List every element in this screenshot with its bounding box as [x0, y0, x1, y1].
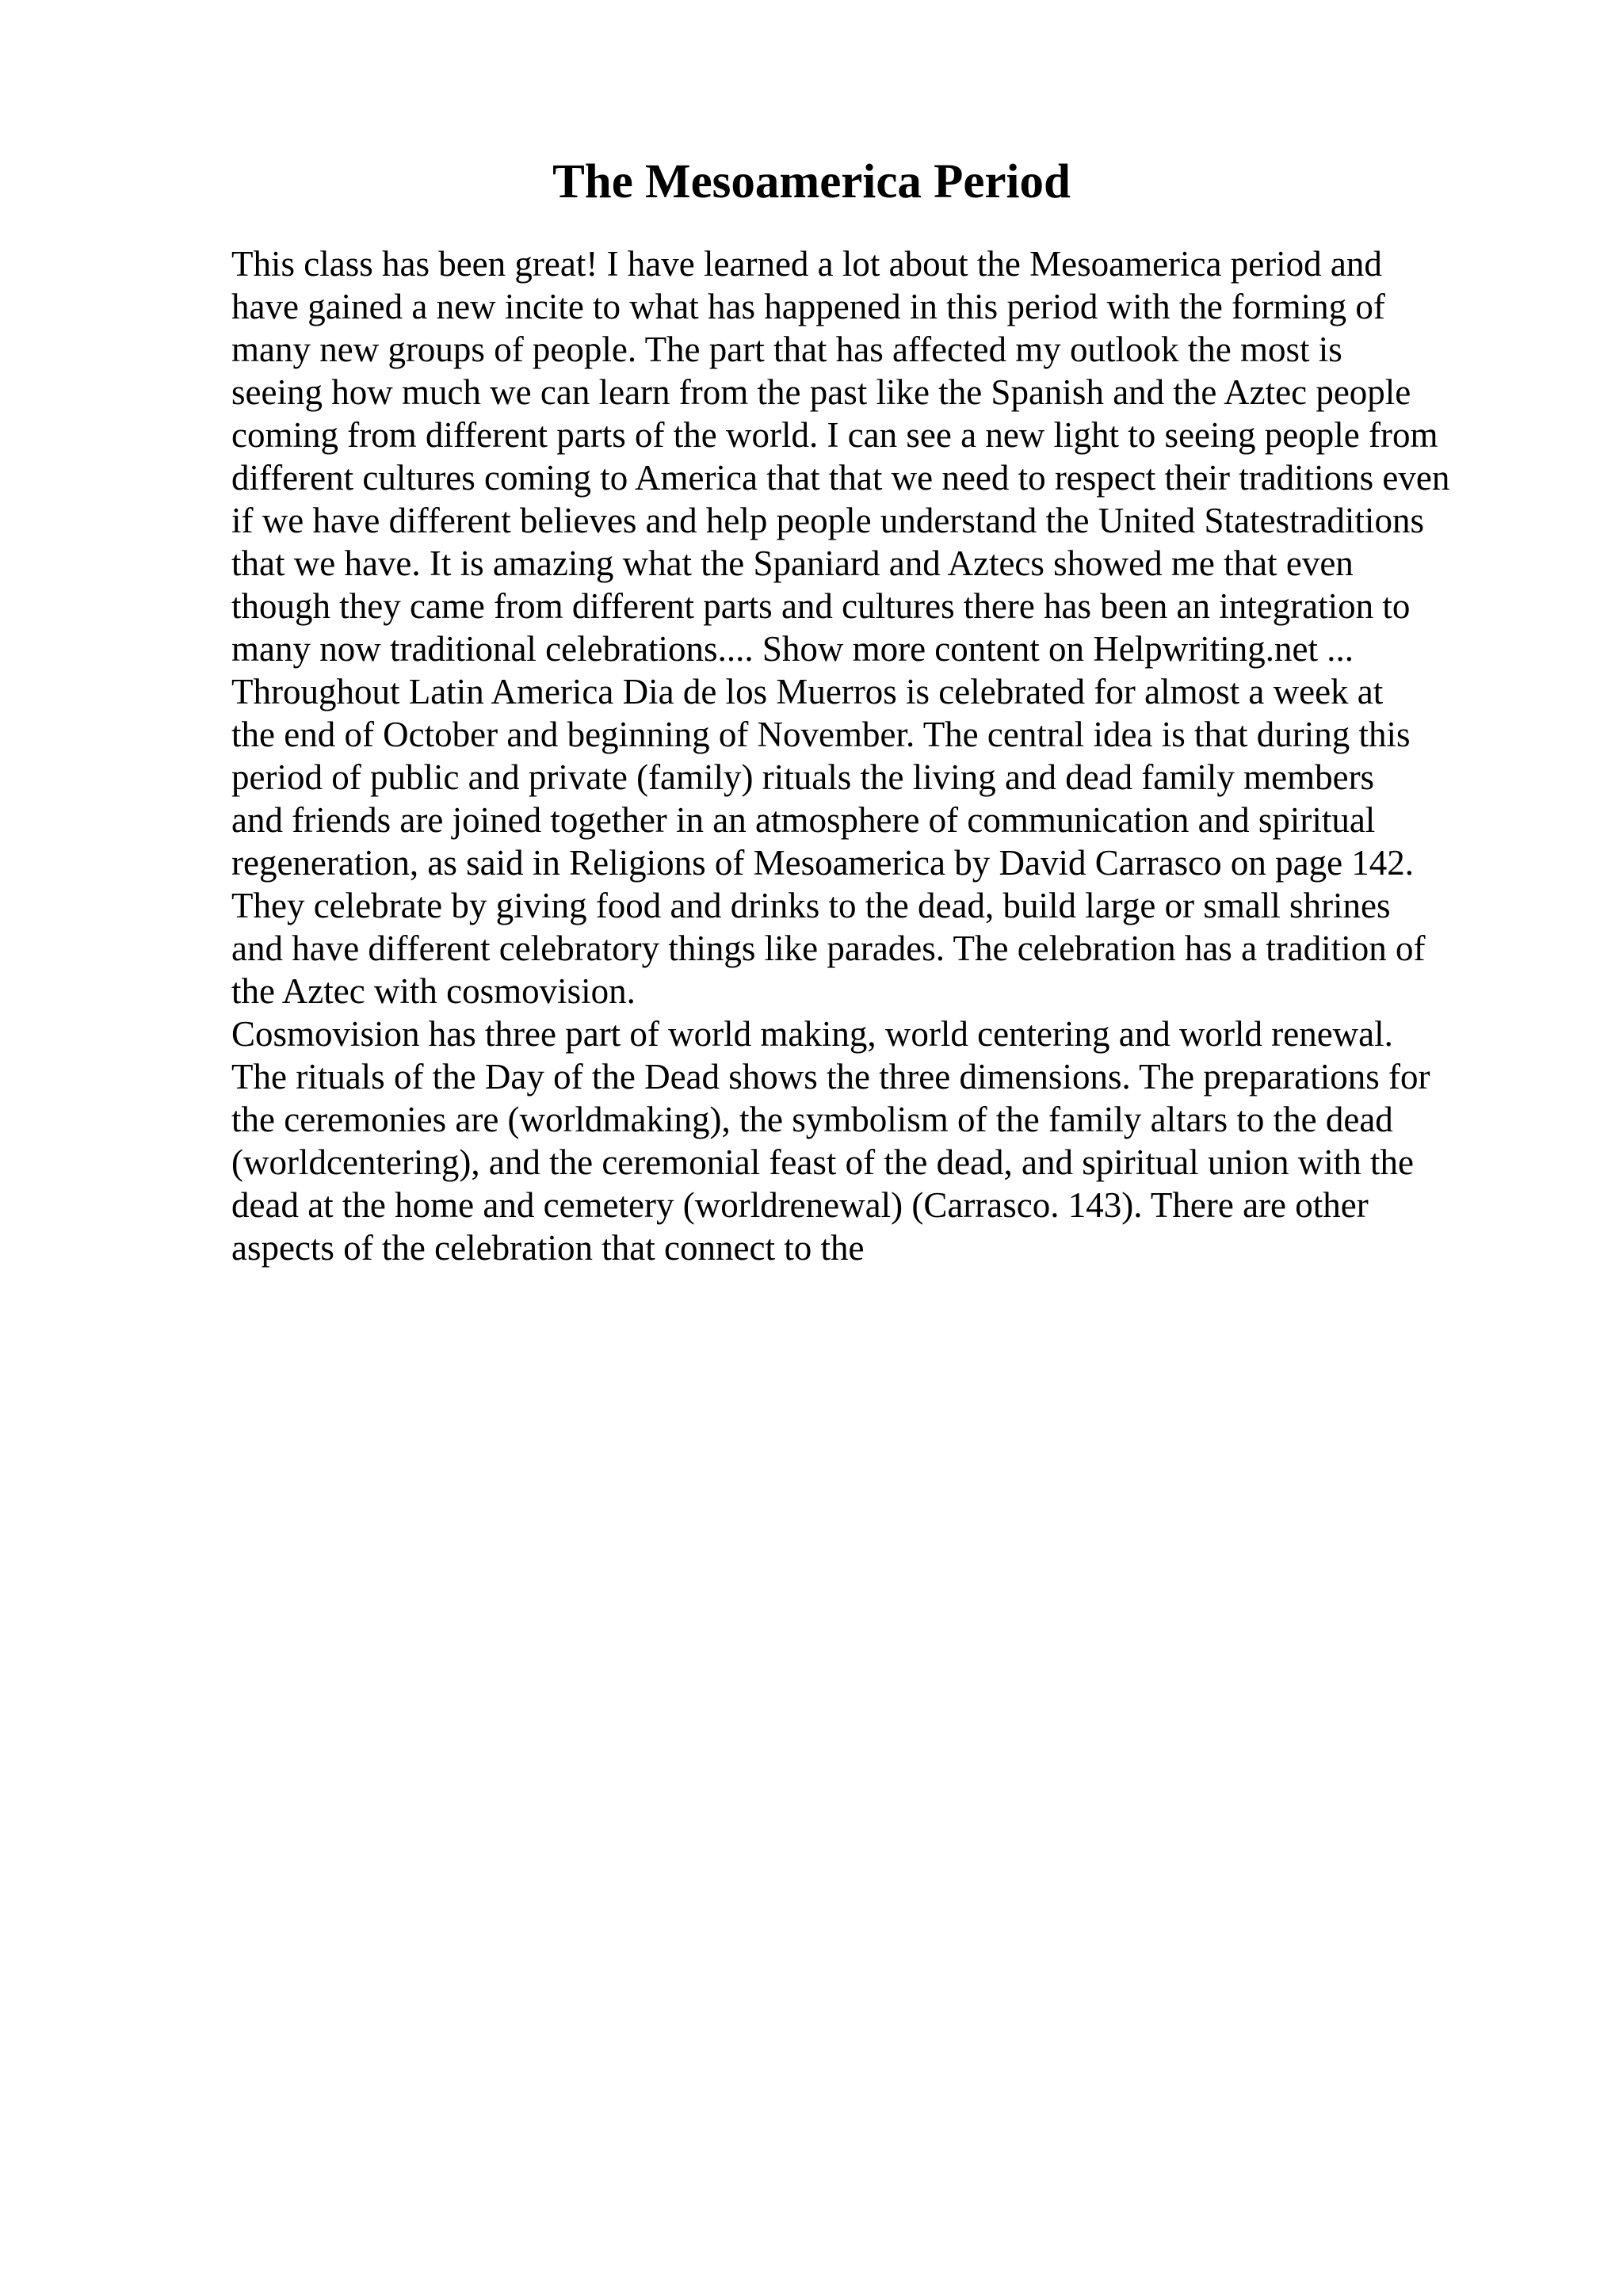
text-line: seeing how much we can learn from the past like the Spanish and the Aztec people	[231, 372, 1411, 412]
text-line: that we have. It is amazing what the Spaniard and Aztecs showed me that even	[231, 543, 1354, 583]
text-line: regeneration, as said in Religions of Mesoamerica by David Carrasco on page 142.	[231, 843, 1415, 883]
text-line: This class has been great! I have learned a lot about the Mesoamerica period and	[231, 244, 1382, 284]
text-line: the ceremonies are (worldmaking), the symbolism of the family altars to the dead	[231, 1100, 1393, 1139]
text-line: if we have different believes and help people understand the United Statestraditions	[231, 501, 1424, 540]
text-line: The rituals of the Day of the Dead shows the three dimensions. The preparations for	[231, 1057, 1430, 1097]
text-line: (worldcentering), and the ceremonial feast of the dead, and spiritual union with the	[231, 1142, 1414, 1182]
text-line: and friends are joined together in an atmosphere of communication and spiritual	[231, 800, 1376, 840]
text-line: Cosmovision has three part of world making, world centering and world renewal.	[231, 1014, 1393, 1054]
text-line: aspects of the celebration that connect to the	[231, 1228, 865, 1268]
text-line: and have different celebratory things like parades. The celebration has a tradition of	[231, 929, 1426, 968]
text-line: dead at the home and cemetery (worldrenewal) (Carrasco. 143). There are other	[231, 1185, 1369, 1225]
text-line: different cultures coming to America that that we need to respect their traditions even	[231, 458, 1450, 498]
text-line: period of public and private (family) rituals the living and dead family members	[231, 757, 1375, 797]
text-line: have gained a new incite to what has happened in this period with the forming of	[231, 287, 1385, 326]
text-line: many now traditional celebrations.... Show more content on Helpwriting.net ...	[231, 629, 1354, 669]
document-body	[231, 242, 1594, 1269]
text-line: They celebrate by giving food and drinks to the dead, build large or small shrines	[231, 886, 1391, 925]
text-line: the Aztec with cosmovision.	[231, 971, 636, 1011]
text-line: though they came from different parts and cultures there has been an integration to	[231, 586, 1411, 626]
text-line: coming from different parts of the world. I can see a new light to seeing people from	[231, 415, 1438, 455]
text-line: the end of October and beginning of November. The central idea is that during this	[231, 715, 1411, 754]
document-title: The Mesoamerica Period	[552, 155, 1071, 208]
text-line: Throughout Latin America Dia de los Muerros is celebrated for almost a week at	[231, 672, 1384, 711]
text-line: many new groups of people. The part that has affected my outlook the most is	[231, 330, 1342, 369]
